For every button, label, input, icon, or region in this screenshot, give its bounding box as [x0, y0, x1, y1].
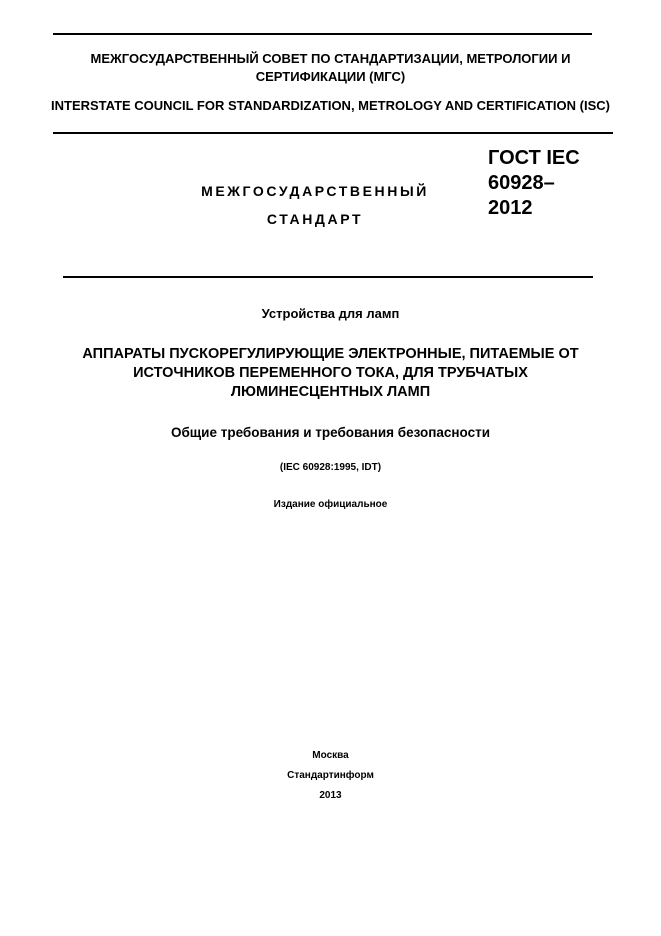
top-rule: [53, 33, 592, 35]
main-title-line1: АППАРАТЫ ПУСКОРЕГУЛИРУЮЩИЕ ЭЛЕКТРОННЫЕ, ПИТАЕМЫЕ ОТ: [82, 346, 579, 362]
title-rule: [63, 276, 593, 278]
imprint-publisher: Стандартинформ: [287, 770, 374, 781]
standard-id-line3: 2012: [488, 197, 533, 219]
standard-label: [160, 177, 470, 233]
standard-id-line1: ГОСТ IEC: [488, 147, 580, 169]
edition-note: Издание официальное: [273, 499, 388, 510]
standard-id: [488, 146, 628, 221]
main-title-line3: ЛЮМИНЕСЦЕНТНЫХ ЛАМП: [230, 384, 431, 400]
council-name-ru: МЕЖГОСУДАРСТВЕННЫЙ СОВЕТ ПО СТАНДАРТИЗАЦИИ, МЕТРОЛОГИИ И СЕРТИФИКАЦИИ (МГС): [90, 51, 571, 84]
council-name-en: INTERSTATE COUNCIL FOR STANDARDIZATION, METROLOGY AND CERTIFICATION (ISC): [51, 98, 610, 113]
imprint-city: Москва: [312, 750, 349, 761]
main-title: [40, 345, 621, 402]
subtitle-requirements: Общие требования и требования безопасности: [170, 425, 491, 440]
imprint-year: 2013: [319, 790, 342, 801]
iec-reference: (IEC 60928:1995, IDT): [279, 462, 382, 473]
header-rule: [53, 132, 613, 134]
standard-label-line1: МЕЖГОСУДАРСТВЕННЫЙ: [201, 183, 429, 199]
standard-label-line2: СТАНДАРТ: [266, 211, 364, 227]
main-title-line2: ИСТОЧНИКОВ ПЕРЕМЕННОГО ТОКА, ДЛЯ ТРУБЧАТЫХ: [133, 365, 528, 381]
subtitle-devices: Устройства для ламп: [261, 306, 400, 321]
standard-id-line2: 60928–: [488, 172, 555, 194]
